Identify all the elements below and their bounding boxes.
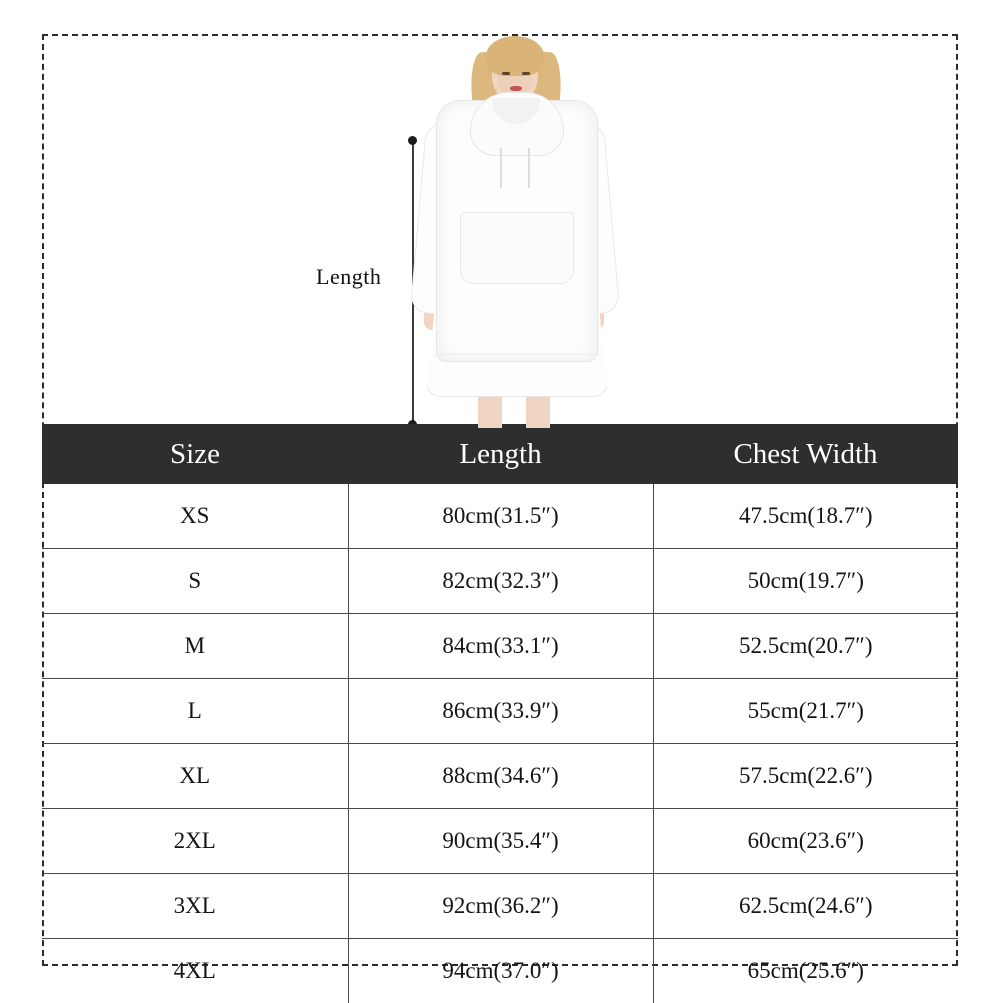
length-annotation-label: Length: [316, 264, 381, 290]
cell-size: 4XL: [42, 939, 348, 1003]
lips: [510, 86, 522, 91]
hair-top: [486, 36, 544, 76]
size-table-body: [42, 484, 958, 1003]
cell-chest: 62.5cm(24.6″): [653, 874, 958, 939]
cell-size: 3XL: [42, 874, 348, 939]
cell-size: XL: [42, 744, 348, 809]
table-row: [42, 679, 958, 744]
cell-length: 88cm(34.6″): [348, 744, 653, 809]
cell-length: 86cm(33.9″): [348, 679, 653, 744]
cell-chest: 60cm(23.6″): [653, 809, 958, 874]
cell-size: L: [42, 679, 348, 744]
column-header-size: Size: [42, 424, 348, 484]
cell-chest: 47.5cm(18.7″): [653, 484, 958, 549]
cell-chest: 50cm(19.7″): [653, 549, 958, 614]
cell-length: 92cm(36.2″): [348, 874, 653, 939]
cell-size: S: [42, 549, 348, 614]
table-header-row: [42, 424, 958, 484]
table-row: [42, 614, 958, 679]
cell-size: XS: [42, 484, 348, 549]
table-row: [42, 809, 958, 874]
eye-left: [502, 72, 510, 75]
table-row: [42, 939, 958, 1003]
cell-length: 80cm(31.5″): [348, 484, 653, 549]
drawstring-right: [528, 148, 530, 188]
cell-length: 82cm(32.3″): [348, 549, 653, 614]
column-header-length: Length: [348, 424, 653, 484]
cell-chest: 57.5cm(22.6″): [653, 744, 958, 809]
model-figure: [374, 36, 654, 428]
cell-size: 2XL: [42, 809, 348, 874]
length-endpoint-top-icon: [408, 136, 417, 145]
table-row: [42, 874, 958, 939]
eye-right: [522, 72, 530, 75]
cell-length: 94cm(37.0″): [348, 939, 653, 1003]
cell-size: M: [42, 614, 348, 679]
kangaroo-pocket: [460, 212, 574, 284]
cell-chest: 65cm(25.6″): [653, 939, 958, 1003]
column-header-chest-width: Chest Width: [653, 424, 958, 484]
drawstring-left: [500, 148, 502, 188]
size-table-wrapper: [42, 424, 958, 1003]
table-row: [42, 484, 958, 549]
cell-length: 90cm(35.4″): [348, 809, 653, 874]
table-row: [42, 744, 958, 809]
cell-length: 84cm(33.1″): [348, 614, 653, 679]
table-row: [42, 549, 958, 614]
hem-seam-line: [434, 354, 600, 355]
cell-chest: 55cm(21.7″): [653, 679, 958, 744]
size-table-head: [42, 424, 958, 484]
cell-chest: 52.5cm(20.7″): [653, 614, 958, 679]
garment-illustration: [44, 36, 956, 424]
size-table: [42, 424, 958, 1003]
